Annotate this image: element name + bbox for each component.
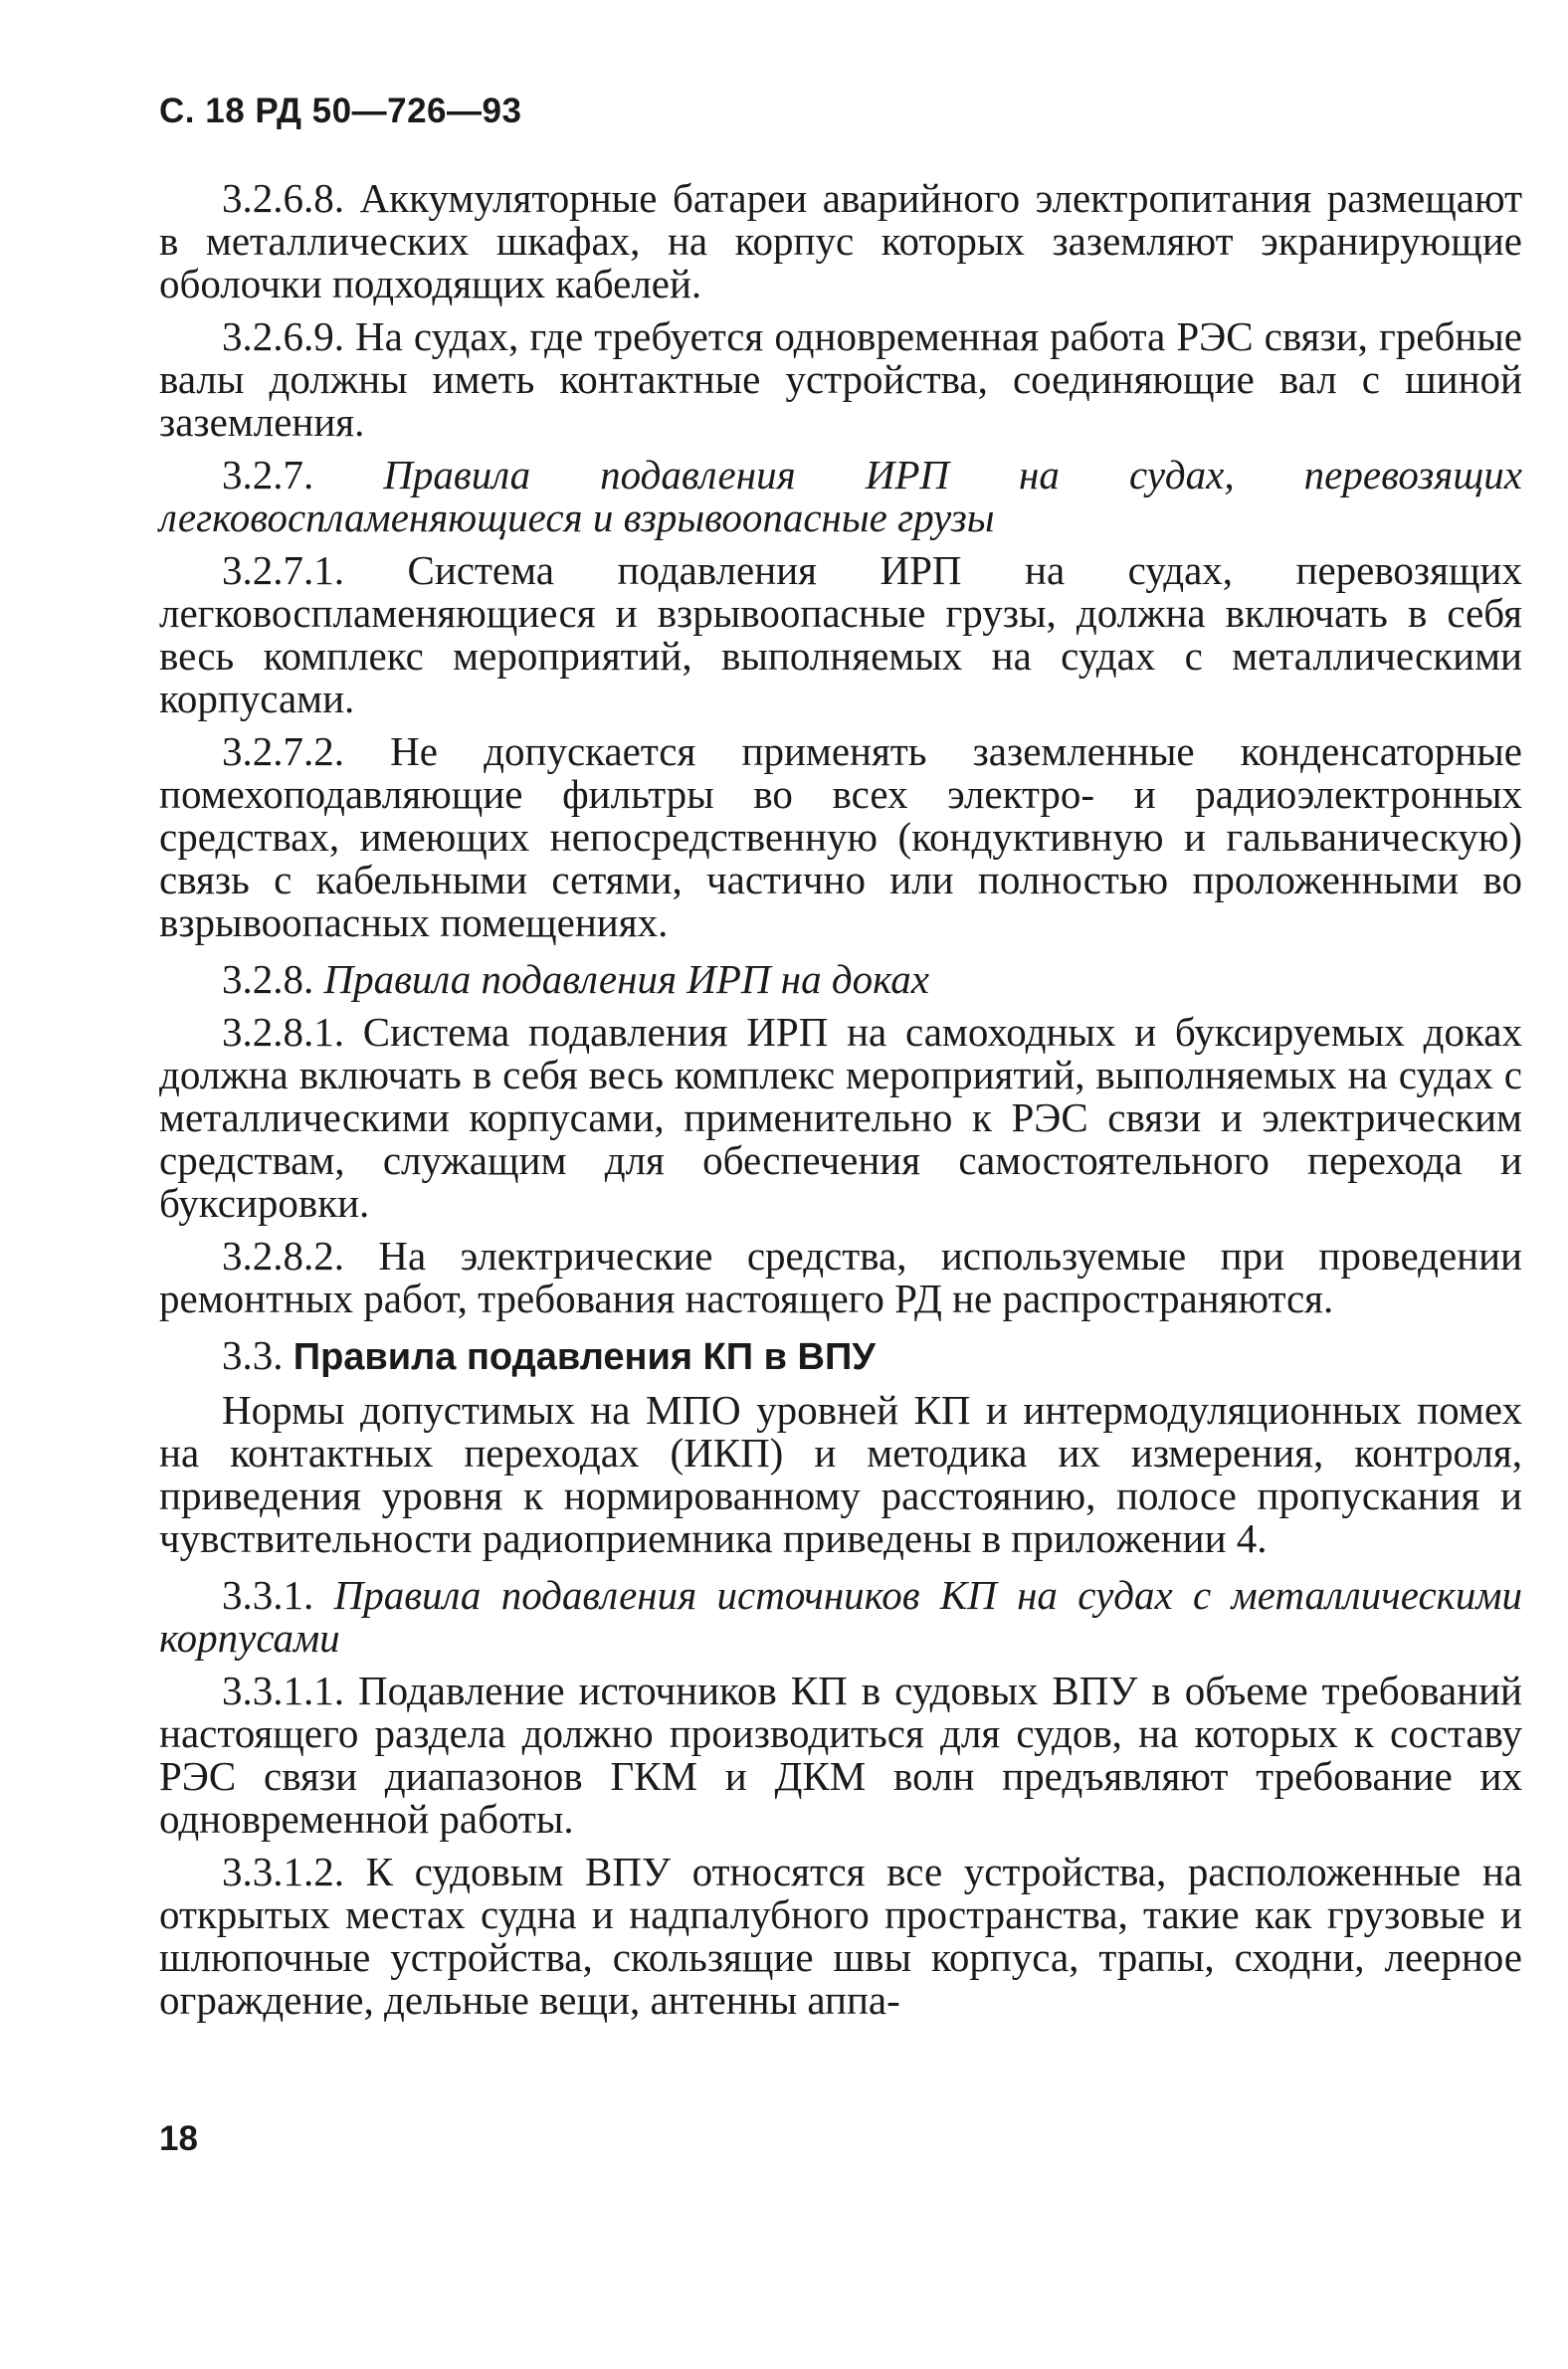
running-header: С. 18 РД 50—726—93: [159, 92, 522, 130]
section-heading-3-3: [159, 1334, 1522, 1379]
paragraph-3-2-7-2: 3.2.7.2. Не допускается применять заземленные конденсаторные помехоподавляющие фильтры во всех электро- и радиоэлектронных средствах, имеющих непосредственную (кондуктивную и гальваническую) связь с кабельными сетями, частично или полностью проложенными во взрывоопасных помещениях.: [159, 728, 1522, 945]
subsection-title: Правила подавления ИРП на доках: [323, 956, 929, 1002]
subsection-heading-3-2-8: [159, 958, 1522, 1001]
paragraph-3-2-6-9: 3.2.6.9. На судах, где требуется одновременная работа РЭС связи, гребные валы должны иметь контактные устройства, соединяющие вал с шиной заземления.: [159, 313, 1522, 445]
paragraph-3-2-8-1: 3.2.8.1. Система подавления ИРП на самоходных и буксируемых доках должна включать в себя весь комплекс мероприятий, выполняемых на судах с металлическими корпусами, применительно к РЭС связи и электрическим средствам, служащим для обеспечения самостоятельного перехода и буксировки.: [159, 1009, 1522, 1226]
paragraph-3-2-6-8: 3.2.6.8. Аккумуляторные батареи аварийного электропитания размещают в металлических шкафах, на корпус которых заземляют экранирующие оболочки подходящих кабелей.: [159, 175, 1522, 306]
paragraph-3-2-7-1: 3.2.7.1. Система подавления ИРП на судах, перевозящих легковоспламеняющиеся и взрывоопасные грузы, должна включать в себя весь комплекс мероприятий, выполняемых на судах с металлическими корпусами.: [159, 547, 1522, 721]
paragraph-3-3-1-1: 3.3.1.1. Подавление источников КП в судовых ВПУ в объеме требований настоящего раздела должно производиться для судов, на которых к составу РЭС связи диапазонов ГКМ и ДКМ волн предъявляют требование их одновременной работы.: [159, 1668, 1522, 1842]
subsection-heading-3-2-7: [159, 454, 1522, 539]
subsection-title: Правила подавления источников КП на судах с металлическими корпусами: [159, 1572, 1523, 1661]
page-number: 18: [159, 2119, 198, 2158]
subsection-number: 3.2.7.: [222, 452, 314, 497]
paragraph-3-2-8-2: 3.2.8.2. На электрические средства, используемые при проведении ремонтных работ, требования настоящего РД не распространяются.: [159, 1233, 1522, 1321]
subsection-heading-3-3-1: [159, 1574, 1522, 1660]
section-number: 3.3.: [222, 1332, 284, 1378]
paragraph-3-3-body: Нормы допустимых на МПО уровней КП и интермодуляционных помех на контактных переходах (ИКП) и методика их измерения, контроля, приведения уровня к нормированному расстоянию, полосе пропускания и чувствительности радиоприемника приведены в приложении 4.: [159, 1387, 1522, 1561]
body-text: [159, 177, 1522, 2022]
subsection-number: 3.2.8.: [222, 956, 314, 1002]
section-title: Правила подавления КП в ВПУ: [293, 1336, 876, 1378]
subsection-number: 3.3.1.: [222, 1572, 314, 1618]
paragraph-3-3-1-2: 3.3.1.2. К судовым ВПУ относятся все устройства, расположенные на открытых местах судна и надпалубного пространства, такие как грузовые и шлюпочные устройства, скользящие швы корпуса, трапы, сходни, леерное ограждение, дельные вещи, антенны аппа-: [159, 1849, 1522, 2023]
subsection-title: Правила подавления ИРП на судах, перевозящих легковоспламеняющиеся и взрывоопасные грузы: [159, 452, 1522, 540]
